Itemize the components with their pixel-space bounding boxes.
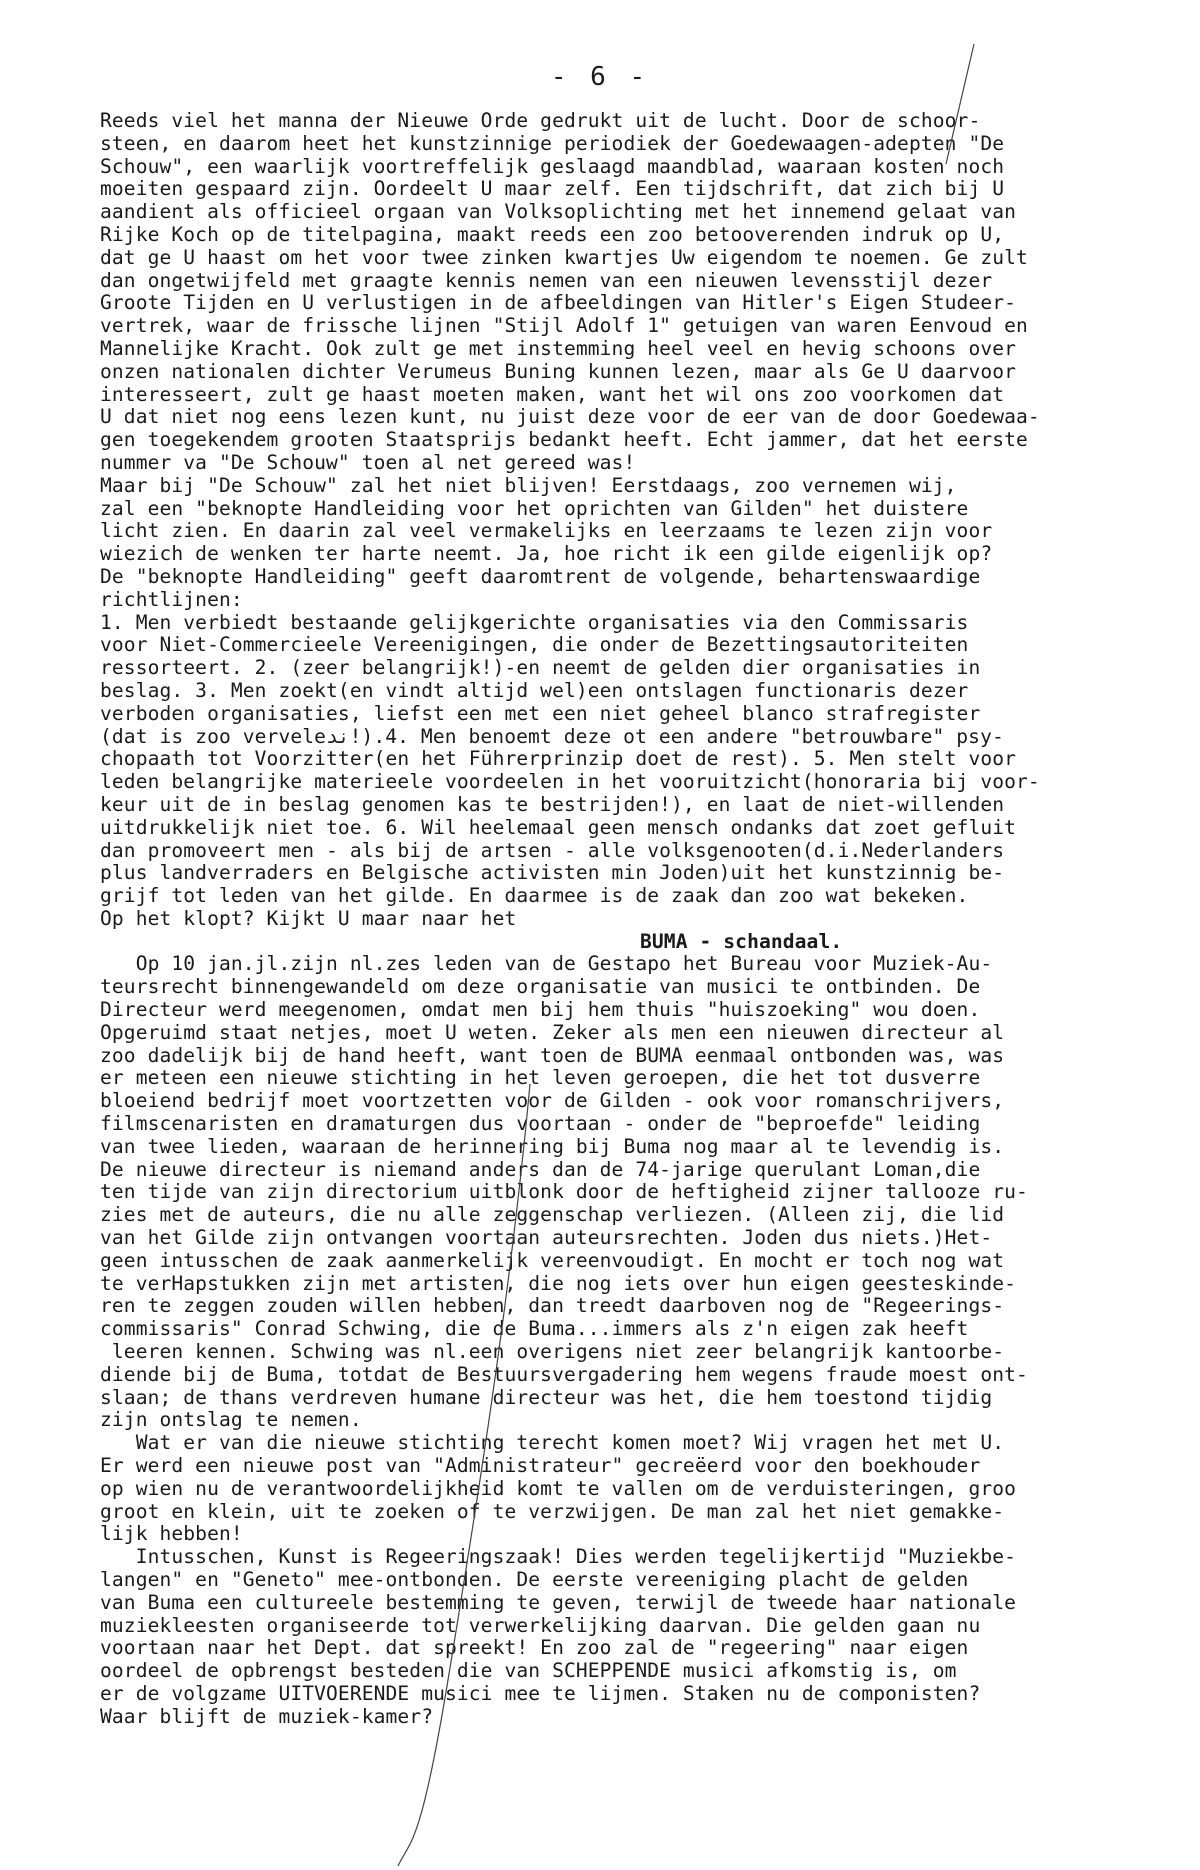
text-line: Schouw", een waarlijk voortreffelijk geslaagd maandblad, waaraan kosten noch	[100, 154, 1005, 178]
text-line: steen, en daarom heet het kunstzinnige periodiek der Goedewaagen-adepten "De	[100, 131, 1005, 155]
text-line: van het Gilde zijn ontvangen voortaan auteursrechten. Joden dus niets.)Het-	[100, 1226, 993, 1250]
text-line: er meteen een nieuwe stichting in het leven geroepen, die het tot dusverre	[100, 1066, 981, 1090]
text-line: ten tijde van zijn directorium uitblonk door de heftigheid zijner tallooze ru-	[100, 1180, 1028, 1204]
section-heading: BUMA - schandaal.	[640, 929, 843, 953]
text-line: Reeds viel het manna der Nieuwe Orde gedrukt uit de lucht. Door de schoor-	[100, 109, 981, 132]
text-line: zijn ontslag te nemen.	[100, 1408, 362, 1432]
text-line: van Buma een cultureele bestemming te geven, terwijl de tweede haar nationale	[100, 1590, 1017, 1614]
text-line: keur uit de in beslag genomen kas te bestrijden!), en laat de niet-willenden	[100, 792, 1005, 816]
text-line: Er werd een nieuwe post van "Administrateur" gecreëerd voor den boekhouder	[100, 1454, 981, 1478]
text-line: langen" en "Geneto" mee-ontbonden. De eerste vereeniging placht de gelden	[100, 1568, 969, 1591]
text-line: filmscenaristen en dramaturgen dus voortaan - onder de "beproefde" leiding	[100, 1112, 981, 1136]
text-line: Waar blijft de muziek-kamer?	[100, 1704, 434, 1728]
text-line: Groote Tijden en U verlustigen in de afbeeldingen van Hitler's Eigen Studeer-	[100, 291, 1017, 315]
text-line: van twee lieden, waaraan de herinnering bij Buma nog maar al te levendig is.	[100, 1134, 1005, 1158]
text-line: muziekleesten organiseerde tot verwerkelijking daarvan. Die gelden gaan nu	[100, 1613, 981, 1637]
text-line: U dat niet nog eens lezen kunt, nu juist deze voor de eer van de door Goedewaa-	[100, 405, 1040, 429]
text-line: groot en klein, uit te zoeken of te verzwijgen. De man zal het niet gemakke-	[100, 1499, 1005, 1523]
page-number: - 6 -	[550, 62, 650, 92]
text-line: commissaris" Conrad Schwing, die de Buma...immers als z'n eigen zak heeft	[100, 1317, 969, 1341]
text-line: beslag. 3. Men zoekt(en vindt altijd wel)een ontslagen functionaris dezer	[100, 678, 969, 702]
text-line: lijk hebben!	[100, 1522, 243, 1546]
text-line: 1. Men verbiedt bestaande gelijkgerichte organisaties via den Commissaris	[100, 610, 969, 634]
text-line: voortaan naar het Dept. dat spreekt! En zoo zal de "regeering" naar eigen	[100, 1636, 969, 1660]
buma-paragraph	[100, 953, 1170, 1728]
text-line: verboden organisaties, liefst een met een niet geheel blanco strafregister	[100, 701, 981, 725]
text-line: te verHapstukken zijn met artisten, die nog iets over hun eigen geesteskinde-	[100, 1271, 1017, 1295]
text-line: richtlijnen:	[100, 587, 243, 611]
text-line: Wat er van die nieuwe stichting terecht komen moet? Wij vragen het met U.	[100, 1431, 1005, 1455]
text-line: wiezich de wenken ter harte neemt. Ja, hoe richt ik een gilde eigenlijk op?	[100, 542, 993, 566]
text-line: De "beknopte Handleiding" geeft daaromtrent de volgende, behartenswaardige	[100, 564, 981, 588]
text-line: Maar bij "De Schouw" zal het niet blijven! Eerstdaags, zoo vernemen wij,	[100, 473, 957, 497]
text-line: plus landverraders en Belgische activisten min Joden)uit het kunstzinnig be-	[100, 861, 1005, 885]
text-line: licht zien. En daarin zal veel vermakelijks en leerzaams te lezen zijn voor	[100, 519, 993, 543]
text-line: diende bij de Buma, totdat de Bestuursvergadering hem wegens fraude moest ont-	[100, 1362, 1028, 1386]
guide-paragraph	[100, 475, 1170, 931]
text-line: zoo dadelijk bij de hand heeft, want toen de BUMA eenmaal ontbonden was, was	[100, 1043, 1005, 1067]
intro-paragraph	[100, 110, 1170, 475]
text-line: grijf tot leden van het gilde. En daarmee is de zaak dan zoo wat bekeken.	[100, 884, 969, 908]
text-line: Intusschen, Kunst is Regeeringszaak! Dies werden tegelijkertijd "Muziekbe-	[100, 1545, 1017, 1569]
text-line: vertrek, waar de frissche lijnen "Stijl Adolf 1" getuigen van waren Eenvoud en	[100, 314, 1028, 338]
text-line: dan ongetwijfeld met graagte kennis nemen van een nieuwen levensstijl dezer	[100, 268, 993, 292]
text-line: De nieuwe directeur is niemand anders dan de 74-jarige querulant Loman,die	[100, 1157, 981, 1181]
text-line: er de volgzame UITVOERENDE musici mee te lijmen. Staken nu de componisten?	[100, 1681, 981, 1705]
text-line: nummer va "De Schouw" toen al net gereed was!	[100, 450, 636, 474]
text-line: ressorteert. 2. (zeer belangrijk!)-en neemt de gelden dier organisaties in	[100, 656, 981, 680]
text-line: Mannelijke Kracht. Ook zult ge met instemming heel veel en hevig schoons over	[100, 336, 1017, 360]
text-line: leeren kennen. Schwing was nl.een overigens niet zeer belangrijk kantoorbe-	[100, 1340, 1005, 1364]
text-line: op wien nu de verantwoordelijkheid komt te vallen om de verduisteringen, groo	[100, 1476, 1017, 1500]
text-line: dan promoveert men - als bij de artsen - alle volksgenooten(d.i.Nederlanders	[100, 838, 1005, 862]
text-line: Opgeruimd staat netjes, moet U weten. Zeker als men een nieuwen directeur al	[100, 1020, 1005, 1044]
text-line: interesseert, zult ge haast moeten maken, want het wil ons zoo voorkomen dat	[100, 382, 1005, 406]
text-line: ren te zeggen zouden willen hebben, dan treedt daarboven nog de "Regeerings-	[100, 1294, 1005, 1318]
text-line: Directeur werd meegenomen, omdat men bij hem thuis "huiszoeking" wou doen.	[100, 998, 981, 1022]
text-line: voor Niet-Commercieele Vereenigingen, die onder de Bezettingsautoriteiten	[100, 633, 969, 657]
text-line: geen intusschen de zaak aanmerkelijk vereenvoudigt. En mocht er toch nog wat	[100, 1248, 1005, 1272]
text-line: bloeiend bedrijf moet voortzetten voor de Gilden - ook voor romanschrijvers,	[100, 1089, 1005, 1113]
text-line: slaan; de thans verdreven humane directeur was het, die hem toestond tijdig	[100, 1385, 993, 1409]
text-line: dat ge U haast om het voor twee zinken kwartjes Uw eigendom te noemen. Ge zult	[100, 245, 1028, 269]
text-line: (dat is zoo verveleند!).4. Men benoemt deze ot een andere "betrouwbare" psy-	[100, 724, 1004, 748]
text-line: zal een "beknopte Handleiding voor het oprichten van Gilden" het duistere	[100, 496, 969, 520]
text-line: zies met de auteurs, die nu alle zeggenschap verliezen. (Alleen zij, die lid	[100, 1203, 1005, 1227]
text-line: Op het klopt? Kijkt U maar naar het	[100, 906, 517, 930]
text-line: uitdrukkelijk niet toe. 6. Wil heelemaal geen mensch ondanks dat zoet gefluit	[100, 815, 1017, 839]
text-line: Op 10 jan.jl.zijn nl.zes leden van de Gestapo het Bureau voor Muziek-Au-	[100, 952, 993, 976]
text-line: gen toegekendem grooten Staatsprijs bedankt heeft. Echt jammer, dat het eerste	[100, 428, 1028, 452]
text-line: moeiten gespaard zijn. Oordeelt U maar zelf. Een tijdschrift, dat zich bij U	[100, 177, 1005, 201]
text-line: leden belangrijke materieele voordeelen in het vooruitzicht(honoraria bij voor-	[100, 770, 1040, 794]
text-line: teursrecht binnengewandeld om deze organisatie van musici te ontbinden. De	[100, 975, 981, 999]
text-line: Rijke Koch op de titelpagina, maakt reeds een zoo betooverenden indruk op U,	[100, 222, 1005, 246]
text-line: oordeel de opbrengst besteden die van SCHEPPENDE musici afkomstig is, om	[100, 1659, 957, 1683]
text-line: onzen nationalen dichter Verumeus Buning kunnen lezen, maar als Ge U daarvoor	[100, 359, 1017, 383]
text-line: chopaath tot Voorzitter(en het Führerprinzip doet de rest). 5. Men stelt voor	[100, 747, 1017, 771]
document-body	[100, 110, 1170, 1729]
text-line: aandient als officieel orgaan van Volksoplichting met het innemend gelaat van	[100, 200, 1017, 224]
